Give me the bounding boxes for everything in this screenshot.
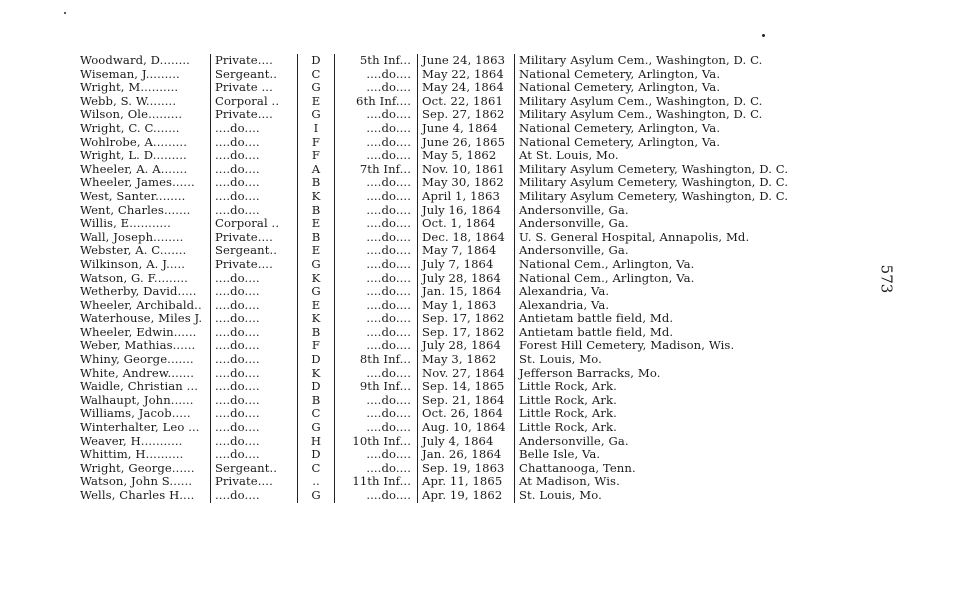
date-of-death-cell: Oct. 22, 1861 xyxy=(418,95,515,109)
rank-cell: Sergeant.. xyxy=(211,462,298,476)
regiment-cell: ....do.... xyxy=(335,312,418,326)
rank-cell: ....do.... xyxy=(211,176,298,190)
regiment-cell: 8th Inf... xyxy=(335,353,418,367)
table-row xyxy=(80,149,793,163)
place-of-burial-cell: National Cem., Arlington, Va. xyxy=(515,272,794,286)
place-of-burial-cell: Military Asylum Cem., Washington, D. C. xyxy=(515,108,794,122)
place-of-burial-cell: Little Rock, Ark. xyxy=(515,407,794,421)
table-row xyxy=(80,122,793,136)
rank-cell: Corporal .. xyxy=(211,217,298,231)
soldier-name-cell: Wright, M.......... xyxy=(80,80,179,95)
place-of-burial-cell: St. Louis, Mo. xyxy=(515,489,794,503)
company-cell: A xyxy=(298,163,335,177)
place-of-burial-cell: Belle Isle, Va. xyxy=(515,448,794,462)
regiment-cell: 10th Inf... xyxy=(335,435,418,449)
soldier-name-cell: Watson, G. F......... xyxy=(80,270,188,285)
regiment-cell: ....do.... xyxy=(335,217,418,231)
company-cell: I xyxy=(298,122,335,136)
soldier-name-cell: Wheeler, Archibald.. xyxy=(80,297,202,312)
place-of-burial-cell: Alexandria, Va. xyxy=(515,299,794,313)
rank-cell: Private.... xyxy=(211,231,298,245)
date-of-death-cell: April 1, 1863 xyxy=(418,190,515,204)
regiment-cell: ....do.... xyxy=(335,462,418,476)
date-of-death-cell: Sep. 21, 1864 xyxy=(418,394,515,408)
table-row xyxy=(80,244,793,258)
soldier-name-cell: Weber, Mathias...... xyxy=(80,338,196,353)
regiment-cell: ....do.... xyxy=(335,421,418,435)
regiment-cell: ....do.... xyxy=(335,122,418,136)
date-of-death-cell: Sep. 19, 1863 xyxy=(418,462,515,476)
table-row xyxy=(80,475,793,489)
rank-cell: ....do.... xyxy=(211,435,298,449)
soldier-name-cell: White, Andrew....... xyxy=(80,365,194,380)
soldier-name-cell: Walhaupt, John...... xyxy=(80,392,194,407)
table-row xyxy=(80,217,793,231)
table-row xyxy=(80,339,793,353)
table-row xyxy=(80,176,793,190)
place-of-burial-cell: Military Asylum Cemetery, Washington, D. C. xyxy=(515,176,794,190)
date-of-death-cell: Aug. 10, 1864 xyxy=(418,421,515,435)
regiment-cell: ....do.... xyxy=(335,190,418,204)
table-row xyxy=(80,285,793,299)
table-row xyxy=(80,489,793,503)
place-of-burial-cell: Little Rock, Ark. xyxy=(515,421,794,435)
date-of-death-cell: Nov. 10, 1861 xyxy=(418,163,515,177)
soldier-name-cell: Wright, George...... xyxy=(80,460,195,475)
rank-cell: ....do.... xyxy=(211,394,298,408)
rank-cell: Private ... xyxy=(211,81,298,95)
rank-cell: ....do.... xyxy=(211,285,298,299)
table-row xyxy=(80,326,793,340)
place-of-burial-cell: National Cem., Arlington, Va. xyxy=(515,258,794,272)
soldier-name-cell: Wohlrobe, A......... xyxy=(80,134,187,149)
company-cell: E xyxy=(298,217,335,231)
regiment-cell: ....do.... xyxy=(335,489,418,503)
place-of-burial-cell: National Cemetery, Arlington, Va. xyxy=(515,68,794,82)
company-cell: E xyxy=(298,244,335,258)
soldier-name-cell: Wetherby, David..... xyxy=(80,284,197,299)
rank-cell: ....do.... xyxy=(211,489,298,503)
soldier-name-cell: Watson, John S...... xyxy=(80,474,193,489)
date-of-death-cell: June 4, 1864 xyxy=(418,122,515,136)
place-of-burial-cell: U. S. General Hospital, Annapolis, Md. xyxy=(515,231,794,245)
table-row xyxy=(80,54,793,68)
rank-cell: ....do.... xyxy=(211,367,298,381)
rank-cell: ....do.... xyxy=(211,326,298,340)
rank-cell: ....do.... xyxy=(211,272,298,286)
table-row xyxy=(80,435,793,449)
company-cell: K xyxy=(298,312,335,326)
place-of-burial-cell: Little Rock, Ark. xyxy=(515,380,794,394)
company-cell: E xyxy=(298,299,335,313)
date-of-death-cell: July 28, 1864 xyxy=(418,272,515,286)
table-row xyxy=(80,108,793,122)
soldier-name-cell: Wilkinson, A. J..... xyxy=(80,256,186,271)
place-of-burial-cell: Andersonville, Ga. xyxy=(515,435,794,449)
place-of-burial-cell: Military Asylum Cem., Washington, D. C. xyxy=(515,54,794,68)
soldier-name-cell: Woodward, D........ xyxy=(80,53,190,67)
company-cell: .. xyxy=(298,475,335,489)
company-cell: K xyxy=(298,190,335,204)
rank-cell: ....do.... xyxy=(211,353,298,367)
regiment-cell: ....do.... xyxy=(335,272,418,286)
date-of-death-cell: May 7, 1864 xyxy=(418,244,515,258)
rank-cell: Sergeant.. xyxy=(211,244,298,258)
company-cell: K xyxy=(298,272,335,286)
rank-cell: Private.... xyxy=(211,258,298,272)
ink-speck xyxy=(762,34,765,37)
rank-cell: ....do.... xyxy=(211,149,298,163)
place-of-burial-cell: Jefferson Barracks, Mo. xyxy=(515,367,794,381)
table-row xyxy=(80,353,793,367)
soldier-name-cell: Webb, S. W........ xyxy=(80,93,177,108)
table-row xyxy=(80,258,793,272)
rank-cell: ....do.... xyxy=(211,448,298,462)
table-row xyxy=(80,462,793,476)
place-of-burial-cell: National Cemetery, Arlington, Va. xyxy=(515,81,794,95)
place-of-burial-cell: At St. Louis, Mo. xyxy=(515,149,794,163)
regiment-cell: ....do.... xyxy=(335,136,418,150)
company-cell: G xyxy=(298,285,335,299)
rank-cell: ....do.... xyxy=(211,136,298,150)
company-cell: D xyxy=(298,54,335,68)
ink-speck xyxy=(64,12,66,14)
regiment-cell: ....do.... xyxy=(335,407,418,421)
place-of-burial-cell: Antietam battle field, Md. xyxy=(515,326,794,340)
regiment-cell: 5th Inf... xyxy=(335,54,418,68)
regiment-cell: ....do.... xyxy=(335,448,418,462)
soldier-name-cell: Wells, Charles H.... xyxy=(80,488,195,502)
date-of-death-cell: May 5, 1862 xyxy=(418,149,515,163)
soldier-name-cell: West, Santer........ xyxy=(80,188,186,203)
rank-cell: ....do.... xyxy=(211,122,298,136)
regiment-cell: ....do.... xyxy=(335,244,418,258)
table-row xyxy=(80,231,793,245)
company-cell: B xyxy=(298,394,335,408)
date-of-death-cell: May 24, 1864 xyxy=(418,81,515,95)
regiment-cell: ....do.... xyxy=(335,367,418,381)
register-body xyxy=(80,54,793,503)
regiment-cell: ....do.... xyxy=(335,176,418,190)
page-number: 573 xyxy=(877,264,896,294)
company-cell: C xyxy=(298,462,335,476)
rank-cell: Sergeant.. xyxy=(211,68,298,82)
date-of-death-cell: Dec. 18, 1864 xyxy=(418,231,515,245)
place-of-burial-cell: Andersonville, Ga. xyxy=(515,204,794,218)
date-of-death-cell: July 16, 1864 xyxy=(418,204,515,218)
soldier-name-cell: Wilson, Ole......... xyxy=(80,107,183,122)
soldier-name-cell: Winterhalter, Leo ... xyxy=(80,420,200,435)
regiment-cell: ....do.... xyxy=(335,339,418,353)
company-cell: D xyxy=(298,448,335,462)
company-cell: B xyxy=(298,231,335,245)
rank-cell: ....do.... xyxy=(211,407,298,421)
date-of-death-cell: Oct. 26, 1864 xyxy=(418,407,515,421)
date-of-death-cell: May 1, 1863 xyxy=(418,299,515,313)
place-of-burial-cell: Alexandria, Va. xyxy=(515,285,794,299)
soldier-name-cell: Wheeler, Edwin...... xyxy=(80,324,197,339)
soldier-name-cell: Williams, Jacob..... xyxy=(80,406,191,421)
date-of-death-cell: July 28, 1864 xyxy=(418,339,515,353)
soldier-name-cell: Whiny, George....... xyxy=(80,352,194,367)
soldier-name-cell: Wheeler, A. A....... xyxy=(80,161,188,176)
place-of-burial-cell: At Madison, Wis. xyxy=(515,475,794,489)
soldier-name-cell: Webster, A. C....... xyxy=(80,243,187,258)
place-of-burial-cell: National Cemetery, Arlington, Va. xyxy=(515,122,794,136)
regiment-cell: ....do.... xyxy=(335,299,418,313)
rank-cell: ....do.... xyxy=(211,339,298,353)
table-row xyxy=(80,204,793,218)
rank-cell: ....do.... xyxy=(211,204,298,218)
rank-cell: Private.... xyxy=(211,54,298,68)
company-cell: B xyxy=(298,326,335,340)
place-of-burial-cell: St. Louis, Mo. xyxy=(515,353,794,367)
date-of-death-cell: June 26, 1865 xyxy=(418,136,515,150)
date-of-death-cell: Jan. 26, 1864 xyxy=(418,448,515,462)
company-cell: G xyxy=(298,421,335,435)
table-row xyxy=(80,380,793,394)
place-of-burial-cell: National Cemetery, Arlington, Va. xyxy=(515,136,794,150)
company-cell: D xyxy=(298,380,335,394)
date-of-death-cell: Sep. 17, 1862 xyxy=(418,312,515,326)
company-cell: K xyxy=(298,367,335,381)
regiment-cell: ....do.... xyxy=(335,258,418,272)
soldier-name-cell: Waidle, Christian ... xyxy=(80,379,199,394)
place-of-burial-cell: Chattanooga, Tenn. xyxy=(515,462,794,476)
date-of-death-cell: Apr. 11, 1865 xyxy=(418,475,515,489)
date-of-death-cell: Sep. 14, 1865 xyxy=(418,380,515,394)
table-row xyxy=(80,95,793,109)
soldier-name-cell: Waterhouse, Miles J. xyxy=(80,311,203,326)
place-of-burial-cell: Military Asylum Cemetery, Washington, D. C. xyxy=(515,163,794,177)
regiment-cell: ....do.... xyxy=(335,231,418,245)
date-of-death-cell: May 30, 1862 xyxy=(418,176,515,190)
date-of-death-cell: Nov. 27, 1864 xyxy=(418,367,515,381)
soldier-name-cell: Wheeler, James...... xyxy=(80,175,195,190)
table-row xyxy=(80,312,793,326)
soldier-name-cell: Wiseman, J......... xyxy=(80,66,180,81)
rank-cell: Private.... xyxy=(211,475,298,489)
rank-cell: ....do.... xyxy=(211,190,298,204)
company-cell: F xyxy=(298,339,335,353)
company-cell: D xyxy=(298,353,335,367)
date-of-death-cell: July 4, 1864 xyxy=(418,435,515,449)
rank-cell: Corporal .. xyxy=(211,95,298,109)
rank-cell: ....do.... xyxy=(211,421,298,435)
company-cell: F xyxy=(298,136,335,150)
date-of-death-cell: Sep. 27, 1862 xyxy=(418,108,515,122)
company-cell: G xyxy=(298,81,335,95)
table-row xyxy=(80,190,793,204)
soldier-name-cell: Whittim, H.......... xyxy=(80,447,184,462)
date-of-death-cell: May 3, 1862 xyxy=(418,353,515,367)
table-row xyxy=(80,68,793,82)
regiment-cell: 11th Inf... xyxy=(335,475,418,489)
table-row xyxy=(80,272,793,286)
regiment-cell: ....do.... xyxy=(335,81,418,95)
date-of-death-cell: Sep. 17, 1862 xyxy=(418,326,515,340)
date-of-death-cell: Apr. 19, 1862 xyxy=(418,489,515,503)
table-row xyxy=(80,421,793,435)
regiment-cell: 9th Inf... xyxy=(335,380,418,394)
place-of-burial-cell: Andersonville, Ga. xyxy=(515,217,794,231)
company-cell: H xyxy=(298,435,335,449)
company-cell: G xyxy=(298,489,335,503)
date-of-death-cell: July 7, 1864 xyxy=(418,258,515,272)
regiment-cell: ....do.... xyxy=(335,149,418,163)
company-cell: G xyxy=(298,258,335,272)
table-row xyxy=(80,81,793,95)
table-row xyxy=(80,407,793,421)
rank-cell: Private.... xyxy=(211,108,298,122)
rank-cell: ....do.... xyxy=(211,380,298,394)
company-cell: B xyxy=(298,176,335,190)
table-row xyxy=(80,163,793,177)
table-row xyxy=(80,299,793,313)
soldier-name-cell: Weaver, H........... xyxy=(80,433,183,448)
company-cell: C xyxy=(298,68,335,82)
burial-register-table xyxy=(80,54,793,503)
table-row xyxy=(80,394,793,408)
place-of-burial-cell: Andersonville, Ga. xyxy=(515,244,794,258)
place-of-burial-cell: Military Asylum Cemetery, Washington, D. C. xyxy=(515,190,794,204)
place-of-burial-cell: Military Asylum Cem., Washington, D. C. xyxy=(515,95,794,109)
place-of-burial-cell: Little Rock, Ark. xyxy=(515,394,794,408)
regiment-cell: ....do.... xyxy=(335,68,418,82)
date-of-death-cell: May 22, 1864 xyxy=(418,68,515,82)
company-cell: E xyxy=(298,95,335,109)
table-row xyxy=(80,136,793,150)
place-of-burial-cell: Forest Hill Cemetery, Madison, Wis. xyxy=(515,339,794,353)
company-cell: B xyxy=(298,204,335,218)
place-of-burial-cell: Antietam battle field, Md. xyxy=(515,312,794,326)
soldier-name-cell: Wright, L. D......... xyxy=(80,148,187,163)
rank-cell: ....do.... xyxy=(211,299,298,313)
company-cell: F xyxy=(298,149,335,163)
rank-cell: ....do.... xyxy=(211,163,298,177)
rank-cell: ....do.... xyxy=(211,312,298,326)
soldier-name-cell: Willis, E........... xyxy=(80,216,171,231)
table-row xyxy=(80,448,793,462)
regiment-cell: 6th Inf.... xyxy=(335,95,418,109)
regiment-cell: ....do.... xyxy=(335,204,418,218)
regiment-cell: ....do.... xyxy=(335,394,418,408)
table-row xyxy=(80,367,793,381)
regiment-cell: ....do.... xyxy=(335,326,418,340)
company-cell: G xyxy=(298,108,335,122)
soldier-name-cell: Went, Charles....... xyxy=(80,202,191,217)
soldier-name-cell: Wall, Joseph........ xyxy=(80,229,184,244)
date-of-death-cell: Oct. 1, 1864 xyxy=(418,217,515,231)
date-of-death-cell: June 24, 1863 xyxy=(418,54,515,68)
company-cell: C xyxy=(298,407,335,421)
soldier-name-cell: Wright, C. C....... xyxy=(80,120,180,135)
regiment-cell: ....do.... xyxy=(335,285,418,299)
date-of-death-cell: Jan. 15, 1864 xyxy=(418,285,515,299)
regiment-cell: ....do.... xyxy=(335,108,418,122)
regiment-cell: 7th Inf... xyxy=(335,163,418,177)
